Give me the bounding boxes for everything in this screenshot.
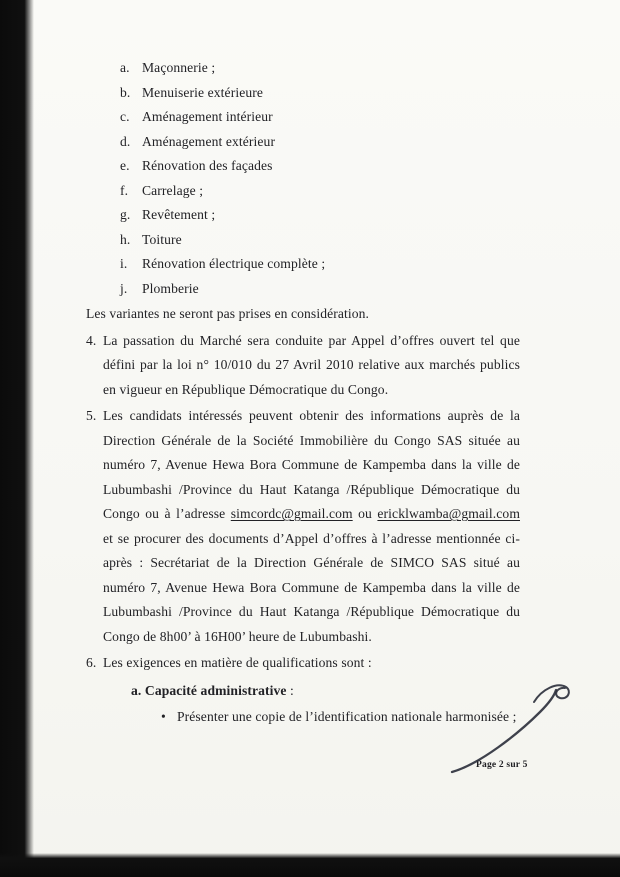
item-number: 6. bbox=[86, 655, 97, 670]
list-item-letter: c. bbox=[120, 109, 130, 124]
paragraph-item-4 bbox=[86, 329, 520, 403]
item-number: 4. bbox=[86, 332, 97, 348]
list-item-text: Revêtement ; bbox=[142, 207, 216, 222]
variantes-note: Les variantes ne seront pas prises en considération. bbox=[86, 306, 370, 321]
bullet-icon: • bbox=[161, 709, 166, 724]
list-item-letter: a. bbox=[120, 60, 130, 75]
item-text: La passation du Marché sera conduite par Appel d’offres ouvert tel que défini par la loi n° 10/010 du 27 Avril 2010 relative aux marchés publics en vigueur en République Démocratique du Congo. bbox=[103, 332, 520, 397]
list-item-text: Toiture bbox=[142, 231, 182, 247]
paragraph-item-5 bbox=[86, 404, 520, 649]
list-item bbox=[120, 277, 520, 302]
sub-item-label: Capacité administrative bbox=[144, 682, 287, 698]
list-item bbox=[120, 203, 520, 228]
list-item-letter: e. bbox=[120, 158, 130, 173]
item-text bbox=[103, 404, 520, 649]
list-item-text: Aménagement extérieur bbox=[142, 133, 276, 149]
sub-item-letter: a. bbox=[131, 682, 142, 698]
list-item-text: Rénovation des façades bbox=[142, 158, 273, 173]
scan-edge-bottom bbox=[0, 853, 620, 877]
list-item-text: Plomberie bbox=[142, 280, 199, 296]
page-number: Page 2 sur 5 bbox=[476, 760, 528, 770]
item5-text-after: et se procurer des documents d’Appel d’offres à l’adresse mentionnée ci-après : Secrétariat de la Direction Générale de SIMCO SAS situé au numéro 7, Avenue Hewa Bora Commune de Kampemba dans la ville de Lubumbashi /Province du Haut Katanga /République Démocratique du Congo de 8h00’ à 16H00’ heure de Lubumbashi. bbox=[103, 530, 520, 644]
list-item-letter: h. bbox=[120, 231, 131, 247]
item-number: 5. bbox=[86, 408, 97, 423]
list-item-letter: g. bbox=[120, 207, 131, 222]
works-lettered-list bbox=[120, 56, 520, 301]
item5-text-before: Les candidats intéressés peuvent obtenir des informations auprès de la Direction Générale de la Société Immobilière du Congo SAS située au numéro 7, Avenue Hewa Bora Commune de Kampemba dans la ville de Lubumbashi /Province du Haut Katanga /République Démocratique du Congo ou à l’adresse bbox=[103, 408, 520, 521]
scan-edge-left bbox=[0, 0, 34, 877]
list-item-text: Aménagement intérieur bbox=[142, 109, 273, 124]
email-link-1: simcordc@gmail.com bbox=[230, 506, 353, 521]
paragraph-item-6 bbox=[86, 651, 520, 676]
email-link-2: ericklwamba@gmail.com bbox=[377, 506, 520, 521]
sub-item-suffix: : bbox=[286, 682, 294, 698]
list-item-letter: i. bbox=[120, 256, 128, 271]
list-item-text: Carrelage ; bbox=[142, 182, 204, 198]
list-item bbox=[120, 105, 520, 130]
list-item-letter: f. bbox=[120, 182, 129, 198]
list-item bbox=[120, 154, 520, 179]
list-item bbox=[120, 56, 520, 81]
list-item-text: Maçonnerie ; bbox=[142, 60, 216, 75]
list-item-text: Menuiserie extérieure bbox=[142, 84, 263, 100]
list-item bbox=[120, 179, 520, 204]
sub-item-a bbox=[131, 679, 520, 704]
list-item bbox=[120, 252, 520, 277]
list-item bbox=[120, 130, 520, 155]
list-item-letter: b. bbox=[120, 84, 131, 100]
item-text: Les exigences en matière de qualifications sont : bbox=[103, 655, 372, 670]
bullet-item bbox=[161, 705, 520, 730]
list-item-text: Rénovation électrique complète ; bbox=[142, 256, 326, 271]
email-separator: ou bbox=[352, 506, 378, 521]
document-content bbox=[86, 56, 520, 730]
list-item-letter: d. bbox=[120, 133, 131, 149]
list-item-letter: j. bbox=[120, 280, 128, 296]
list-item bbox=[120, 81, 520, 106]
bullet-text: Présenter une copie de l’identification nationale harmonisée ; bbox=[177, 709, 517, 724]
list-item bbox=[120, 228, 520, 253]
